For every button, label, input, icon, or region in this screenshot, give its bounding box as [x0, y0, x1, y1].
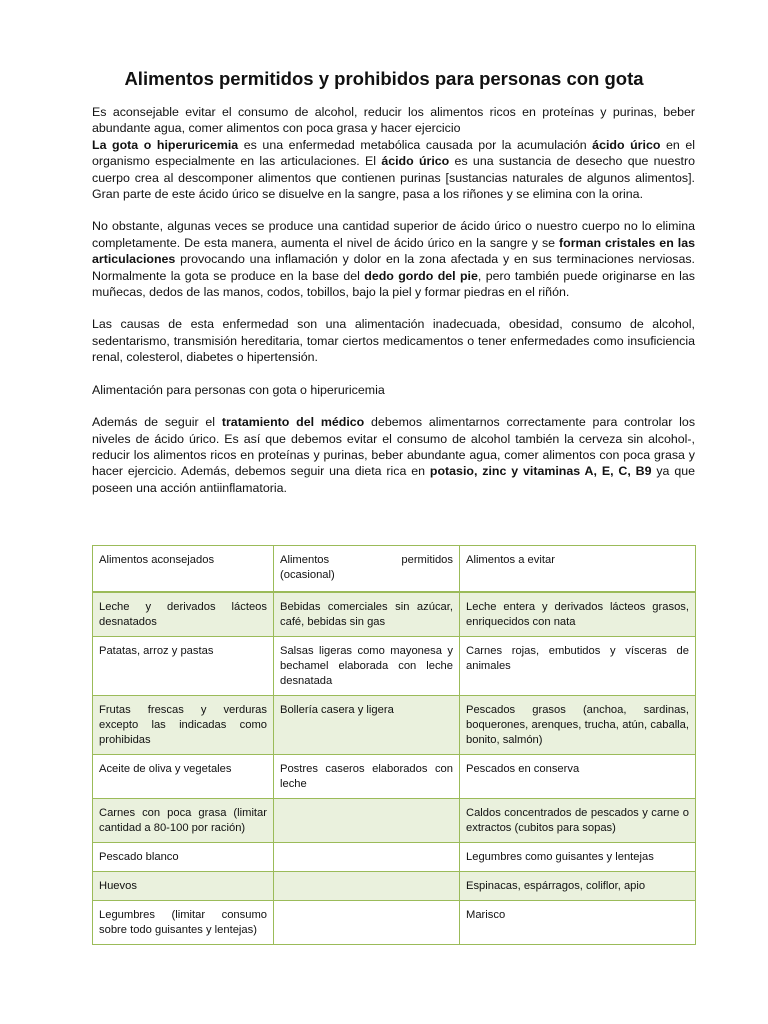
- table-cell: Espinacas, espárragos, coliflor, apio: [460, 872, 696, 901]
- page-title: Alimentos permitidos y prohibidos para personas con gota: [124, 68, 644, 89]
- table-cell: Carnes con poca grasa (limitar cantidad a 80-100 por ración): [93, 799, 274, 843]
- header-text: Alimentos: [280, 554, 330, 566]
- paragraph-causes: Las causas de esta enfermedad son una alimentación inadecuada, obesidad, consumo de alcohol, sedentarismo, transmisión hereditaria, tomar ciertos medicamentos o tener enfermedades como insuficiencia renal, colesterol, diabetes o hipertensión.: [92, 317, 695, 365]
- bold-term: ácido úrico: [592, 137, 661, 152]
- bold-term: dedo gordo del pie: [364, 268, 478, 283]
- table-header-row: [93, 546, 696, 593]
- table-cell: [274, 872, 460, 901]
- table-cell: Bollería casera y ligera: [274, 696, 460, 755]
- table-cell: Salsas ligeras como mayonesa y bechamel elaborada con leche desnatada: [274, 637, 460, 696]
- table-cell: Aceite de oliva y vegetales: [93, 755, 274, 799]
- table-cell: Pescados grasos (anchoa, sardinas, boquerones, arenques, trucha, atún, caballa, bonito, salmón): [460, 696, 696, 755]
- table-cell: Postres caseros elaborados con leche: [274, 755, 460, 799]
- text-span: es una sustancia de desecho que nuestro cuerpo crea al descomponer alimentos que contienen purinas [sustancias naturales de algunos alimentos]. Gran parte de este ácido úrico se disuelve en la sangre, pasa a los riñones y se elimina con la orina.: [92, 154, 695, 202]
- paragraph-causes-crystals: [92, 218, 695, 300]
- foods-table: [92, 545, 696, 945]
- section-subheading: Alimentación para personas con gota o hiperuricemia: [92, 382, 385, 397]
- table-row: [93, 901, 696, 945]
- table-row: [93, 872, 696, 901]
- table-row: [93, 755, 696, 799]
- text-span: debemos alimentarnos correctamente para controlar los niveles de ácido úrico. Es así que debemos evitar el consumo de alcohol también la cerveza sin alcohol-, reducir los alimentos ricos en proteínas y purinas, beber abundante agua, comer alimentos con poca grasa y hacer ejercicio. Además, debemos seguir una dieta rica en: [92, 415, 696, 479]
- table-cell: Huevos: [93, 872, 274, 901]
- table-cell: Pescado blanco: [93, 843, 274, 872]
- table-row: [93, 843, 696, 872]
- text-span: , pero también puede originarse en las muñecas, dedos de las manos, codos, tobillos, bajo la piel y formar piedras en el riñón.: [92, 268, 696, 300]
- header-text: permitidos: [401, 554, 453, 566]
- paragraph-intro: Es aconsejable evitar el consumo de alcohol, reducir los alimentos ricos en proteínas y purinas, beber abundante agua, comer alimentos con poca grasa y hacer ejercicio: [92, 105, 695, 136]
- text-span: es una enfermedad metabólica causada por la acumulación: [238, 137, 593, 152]
- table-cell: Legumbres como guisantes y lentejas: [460, 843, 696, 872]
- table-row: [93, 799, 696, 843]
- bold-term: forman cristales en las articulaciones: [92, 235, 695, 267]
- header-avoid: Alimentos a evitar: [460, 546, 696, 593]
- paragraph-definition: [92, 137, 695, 203]
- table-cell: Marisco: [460, 901, 696, 945]
- header-text: (ocasional): [280, 569, 335, 581]
- document-body: [92, 104, 695, 496]
- table-cell: Leche entera y derivados lácteos grasos, enriquecidos con nata: [460, 592, 696, 637]
- table-row: [93, 696, 696, 755]
- header-occasional: [274, 546, 460, 593]
- bold-term: La gota o hiperuricemia: [92, 137, 239, 152]
- bold-term: tratamiento del médico: [221, 415, 365, 430]
- table-cell: Caldos concentrados de pescados y carne o extractos (cubitos para sopas): [460, 799, 696, 843]
- table-cell: Leche y derivados lácteos desnatados: [93, 592, 274, 637]
- table-cell: Bebidas comerciales sin azúcar, café, bebidas sin gas: [274, 592, 460, 637]
- text-span: Además de seguir el: [92, 415, 222, 430]
- text-span: en el organismo especialmente en las articulaciones. El: [92, 137, 695, 169]
- paragraph-diet: [92, 414, 695, 496]
- table-cell: [274, 901, 460, 945]
- bold-term: ácido úrico: [381, 154, 450, 169]
- table-cell: [274, 843, 460, 872]
- header-recommended: Alimentos aconsejados: [93, 546, 274, 593]
- text-span: ya que poseen una acción antiinflamatoria.: [92, 464, 695, 495]
- table-cell: Pescados en conserva: [460, 755, 696, 799]
- table-cell: Patatas, arroz y pastas: [93, 637, 274, 696]
- table-row: [93, 637, 696, 696]
- text-span: provocando una inflamación y dolor en la zona afectada y en sus terminaciones nerviosas. Normalmente la gota se produce en la base del: [92, 252, 695, 283]
- table-cell: Carnes rojas, embutidos y vísceras de animales: [460, 637, 696, 696]
- table-row: [93, 592, 696, 637]
- table-cell: Legumbres (limitar consumo sobre todo guisantes y lentejas): [93, 901, 274, 945]
- table-cell: [274, 799, 460, 843]
- bold-term: potasio, zinc y vitaminas A, E, C, B9: [429, 464, 652, 479]
- text-span: No obstante, algunas veces se produce una cantidad superior de ácido úrico o nuestro cuerpo no lo elimina completamente. De esta manera, aumenta el nivel de ácido úrico en la sangre y se: [92, 219, 695, 250]
- table-cell: Frutas frescas y verduras excepto las indicadas como prohibidas: [93, 696, 274, 755]
